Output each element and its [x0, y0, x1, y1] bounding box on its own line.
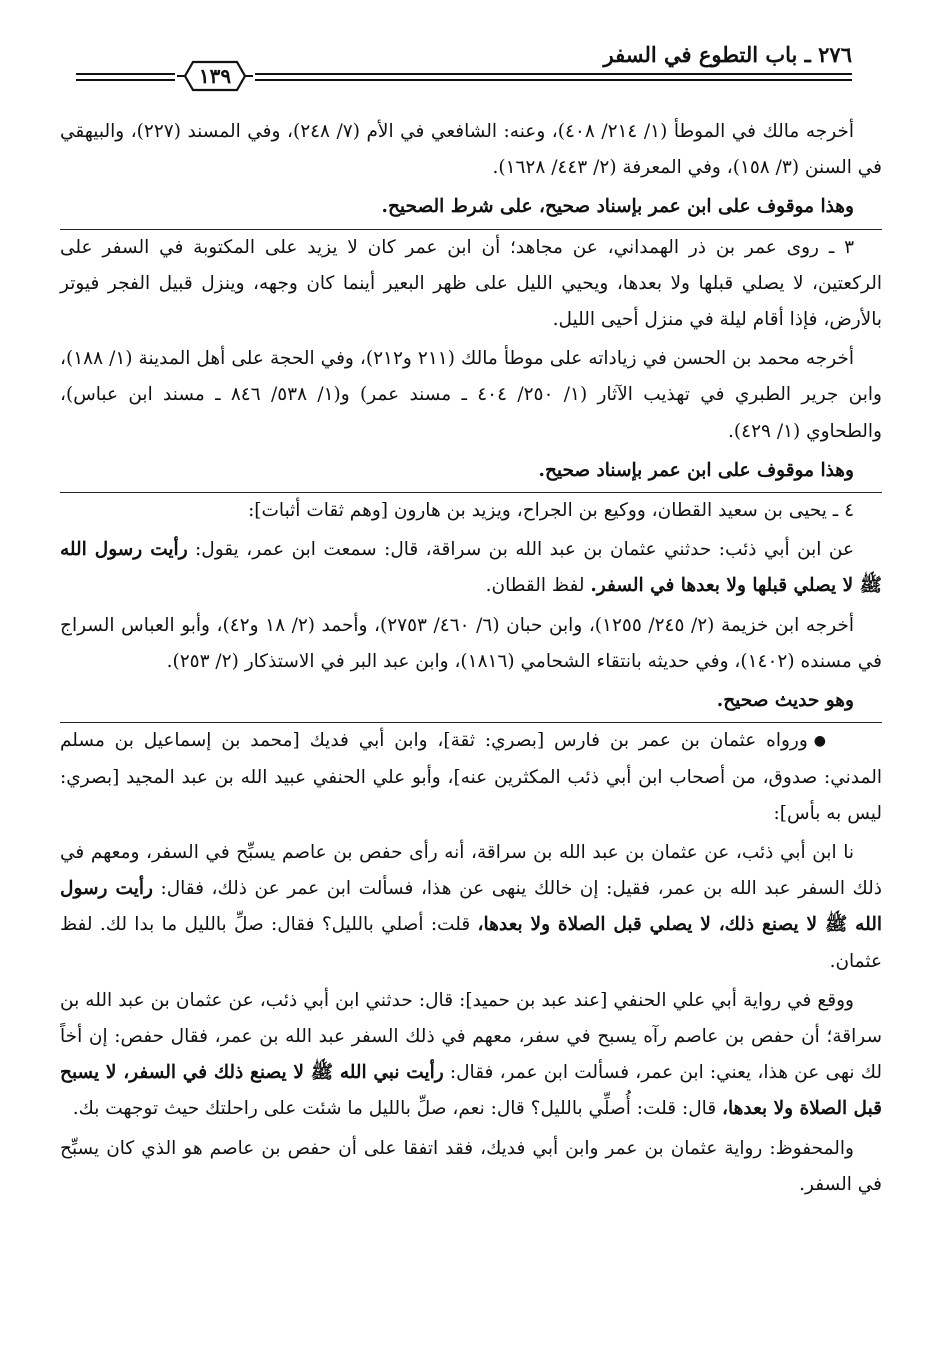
- paragraph-text-a: ووقع في رواية أبي علي الحنفي [عند عبد بن حميد]: قال: حدثني ابن أبي ذئب، عن عثمان بن عبد الله بن سراقة؛ أن حفص بن عاصم رآه يسبح في سفر، معهم في ذلك السفر عبد الله بن عمر، فقال حفص: إن أخاً لك نهى عن هذا، يعني: ابن عمر، فسألت ابن عمر، فقال:: [60, 989, 883, 1084]
- paragraph-takhrij-malik: [60, 114, 882, 189]
- paragraph-matn-qattan: [60, 532, 882, 607]
- paragraph-text-a: نا ابن أبي ذئب، عن عثمان بن عبد الله بن سراقة، أنه رأى حفص بن عاصم يسبِّح في السفر، ومعهم في ذلك السفر عبد الله بن عمر، فقيل: إن خالك ينهى عن هذا، فسألت ابن عمر عن ذلك، فقال:: [60, 841, 883, 900]
- paragraph-text: وهو حديث صحيح.: [716, 690, 854, 712]
- paragraph-matn-hanafi: [60, 983, 882, 1131]
- hadith-matn-bold: رأيت رسول الله ﷺ لا يصلي قبلها ولا بعدها في السفر.: [60, 539, 882, 597]
- paragraph-text-c: لفظ القطان.: [485, 575, 591, 597]
- paragraph-text: أخرجه مالك في الموطأ (١/ ٢١٤/ ٤٠٨)، وعنه: الشافعي في الأم (٧/ ٢٤٨)، وفي المسند (٢٢٧)، والبيهقي في السنن (٣/ ١٥٨)، وفي المعرفة (٢/ ٤٤٣/ ١٦٢٨).: [60, 121, 882, 179]
- paragraph-riwaya-3: [60, 230, 882, 342]
- paragraph-text-c: قلت: أصلي بالليل؟ فقال: صلِّ بالليل ما بدا لك. لفظ عثمان.: [60, 914, 882, 972]
- paragraph-matn-uthman: [60, 835, 882, 983]
- bullet-icon: ●: [813, 733, 826, 750]
- paragraph-ruling-2: [60, 453, 882, 493]
- paragraph-text: أخرجه ابن خزيمة (٢/ ٢٤٥/ ١٢٥٥)، وابن حبان (٦/ ٤٦٠/ ٢٧٥٣)، وأحمد (٢/ ١٨ و٤٢)، وأبو العباس السراج في مسنده (١٤٠٢)، وفي حديثه بانتقاء الشحامي (١٨١٦)، وابن عبد البر في الاستذكار (٢/ ٢٥٣).: [60, 614, 882, 672]
- paragraph-text-a: عن ابن أبي ذئب: حدثني عثمان بن عبد الله بن سراقة، قال: سمعت ابن عمر، يقول:: [187, 539, 854, 561]
- hadith-matn-bold: رأيت نبي الله ﷺ لا يصنع ذلك في السفر، لا يسبح قبل الصلاة ولا بعدها،: [60, 1062, 882, 1120]
- paragraph-text: وهذا موقوف على ابن عمر بإسناد صحيح، على شرط الصحيح.: [381, 196, 854, 218]
- paragraph-text: ورواه عثمان بن عمر بن فارس [بصري: ثقة]، وابن أبي فديك [محمد بن إسماعيل بن مسلم المدني: صدوق، من أصحاب ابن أبي ذئب المكثرين عنه]، وأبو علي الحنفي عبيد الله بن عبد المجيد [بصري: ليس به بأس]:: [60, 730, 882, 824]
- paragraph-ruling-3: [60, 683, 882, 723]
- paragraph-takhrij-muhammad: [60, 341, 882, 453]
- page-number-badge: [175, 58, 255, 94]
- paragraph-riwaya-4: [60, 493, 882, 532]
- paragraph-text: أخرجه محمد بن الحسن في زياداته على موطأ مالك (٢١١ و٢١٢)، وفي الحجة على أهل المدينة (١/ ١٨٨)، وابن جرير الطبري في تهذيب الآثار (١/ ٢٥٠/ ٤٠٤ ـ مسند عمر) و(١/ ٥٣٨/ ٨٤٦ ـ مسند ابن عباس)، والطحاوي (١/ ٤٢٩).: [60, 348, 882, 442]
- paragraph-text: والمحفوظ: رواية عثمان بن عمر وابن أبي فديك، فقد اتفقا على أن حفص بن عاصم هو الذي كان يسبِّح في السفر.: [60, 1137, 882, 1195]
- paragraph-riwaya-uthman: [60, 723, 882, 835]
- paragraph-takhrij-khuzayma: [60, 608, 882, 683]
- page-header: [60, 0, 882, 112]
- paragraph-text-c: قال: قلت: أُصلِّي بالليل؟ قال: نعم، صلِّ بالليل ما شئت على راحلتك حيث توجهت بك.: [72, 1098, 723, 1120]
- page-body: [60, 114, 882, 1206]
- paragraph-text: ٣ ـ روى عمر بن ذر الهمداني، عن مجاهد؛ أن ابن عمر كان لا يزيد على المكتوبة في السفر على الركعتين، لا يصلي قبلها ولا بعدها، ويحيي الليل على ظهر البعير أينما كان وجهه، وينزل قبيل الفجر فيوتر بالأرض، فإذا أقام ليلة في منزل أحيى الليل.: [60, 236, 882, 331]
- page-number: ١٣٩: [198, 64, 232, 88]
- paragraph-mahfuz: [60, 1131, 882, 1206]
- hadith-matn-bold: رأيت رسول الله ﷺ لا يصنع ذلك، لا يصلي قبل الصلاة ولا بعدها،: [60, 878, 883, 936]
- running-title: ٢٧٦ ـ باب التطوع في السفر: [603, 42, 852, 67]
- paragraph-text: ٤ ـ يحيى بن سعيد القطان، ووكيع بن الجراح، ويزيد بن هارون [وهم ثقات أثبات]:: [248, 500, 854, 522]
- paragraph-ruling-1: [60, 189, 882, 229]
- paragraph-text: وهذا موقوف على ابن عمر بإسناد صحيح.: [538, 459, 854, 481]
